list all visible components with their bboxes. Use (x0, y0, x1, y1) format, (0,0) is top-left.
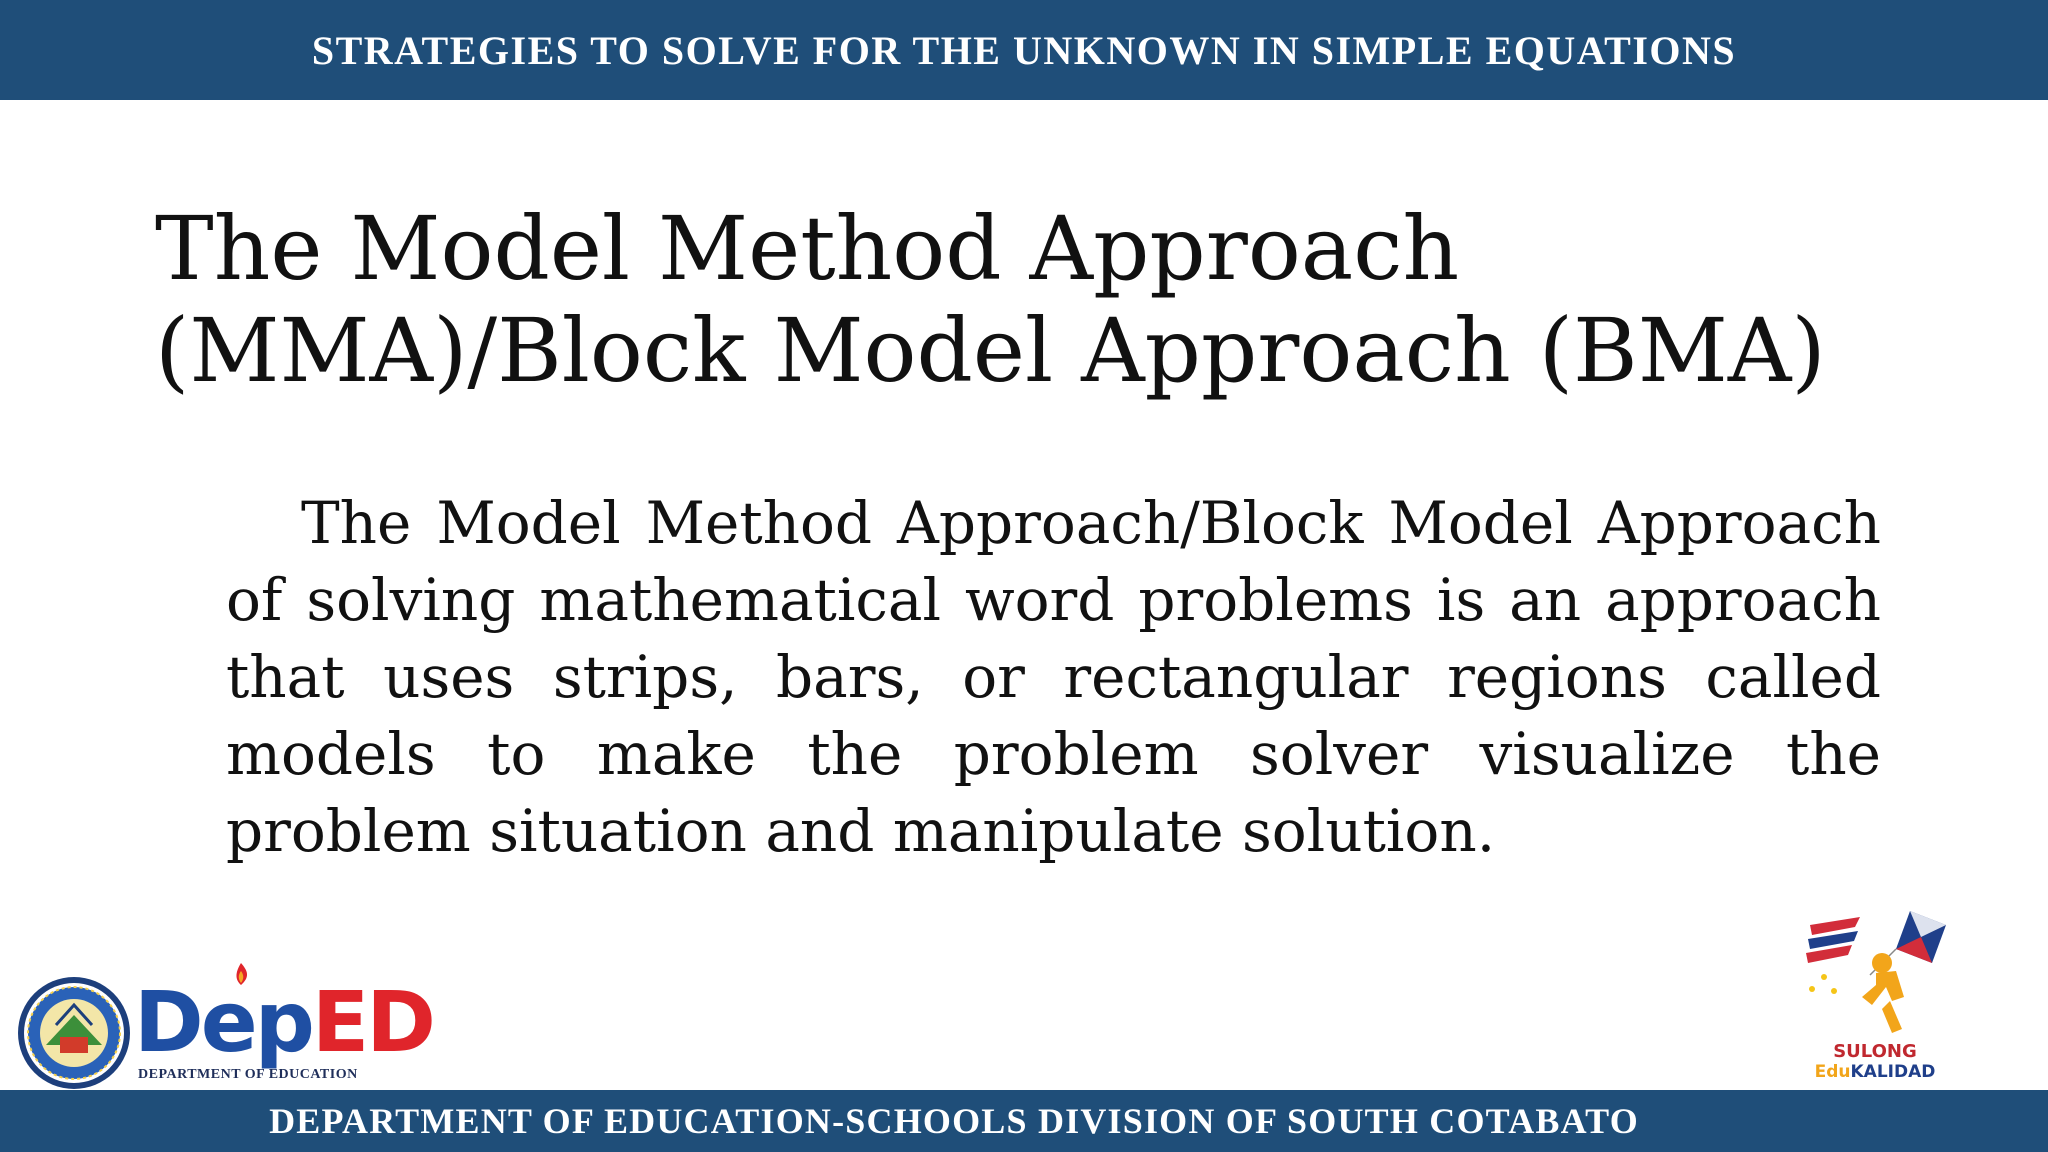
sulong-edukalidad-logo (1800, 905, 1950, 1085)
header-bar (0, 0, 2048, 100)
header-title: STRATEGIES TO SOLVE FOR THE UNKNOWN IN SIMPLE EQUATIONS (311, 27, 1737, 73)
slide-title (155, 198, 1955, 402)
footer-bar (0, 1090, 2048, 1152)
sulong-label: SULONG (1833, 1041, 1917, 1062)
deped-logo (134, 965, 433, 1085)
footer-title: DEPARTMENT OF EDUCATION-SCHOOLS DIVISION OF SOUTH COTABATO (269, 1101, 1639, 1141)
deped-wordmark: DepED (134, 973, 433, 1071)
edukalidad-label: EduKALIDAD (1814, 1062, 1936, 1082)
kite-runner-icon (1800, 905, 1950, 1040)
division-seal-icon (16, 975, 132, 1091)
slide-title-line-1: The Model Method Approach (155, 197, 1460, 300)
slide-title-line-2: (MMA)/Block Model Approach (BMA) (155, 299, 1826, 402)
definition-paragraph: The Model Method Approach/Block Model Approach of solving mathematical word problems is an approach that uses strips, bars, or rectangular regions called models to make the problem solver visualize the problem situation and manipulate solution. (226, 489, 1881, 865)
deped-subtitle: DEPARTMENT OF EDUCATION (138, 1067, 358, 1082)
